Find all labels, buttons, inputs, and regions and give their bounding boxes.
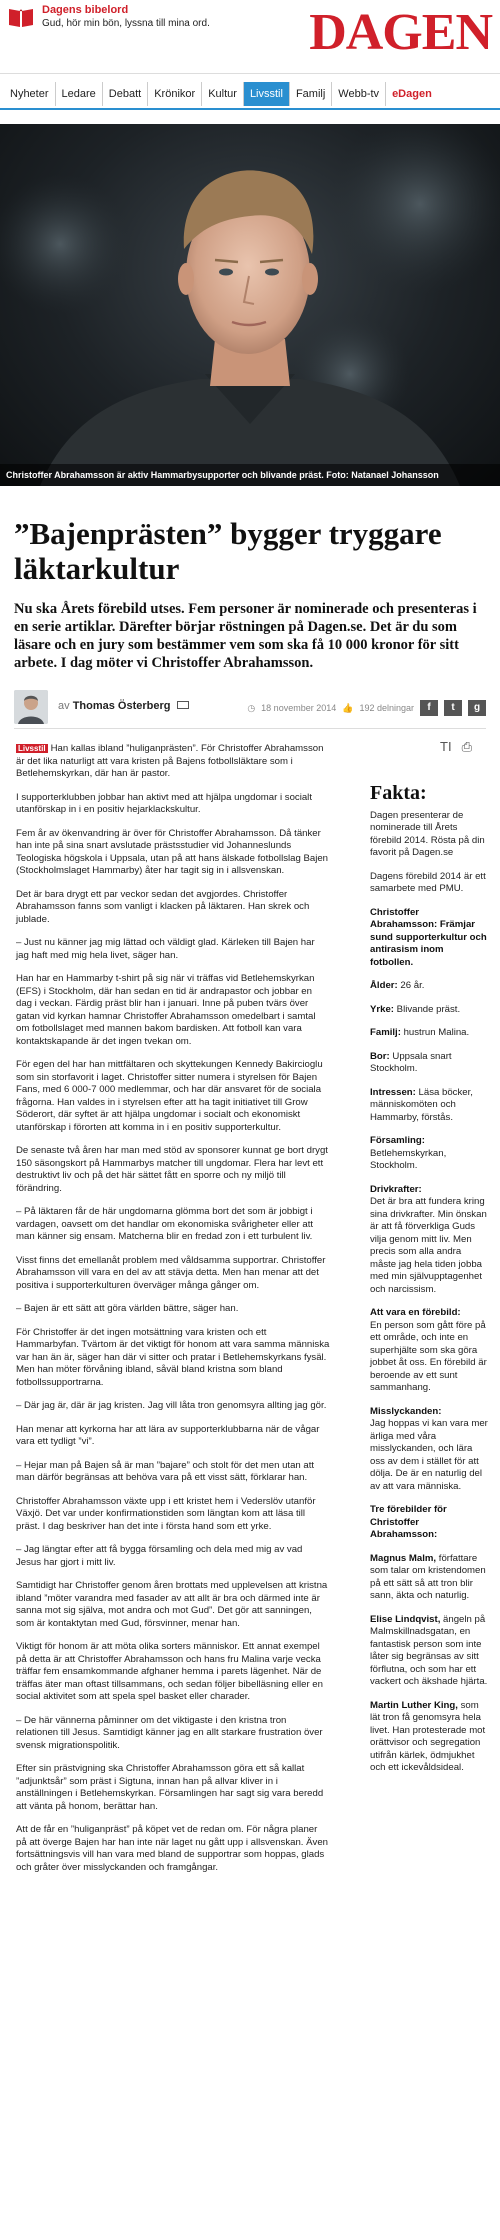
main-nav <box>0 80 500 110</box>
nav-item-familj[interactable]: Familj <box>290 82 332 106</box>
clock-icon: ◷ <box>247 702 256 713</box>
paragraph: Att de får en ”huliganpräst” på köpet vet de redan om. För några planer på att överge Bajen har han inte när laget nu gått upp i allsvenskan. Även fortsättningsvis vill han vara med bland de supportrar som hoppas, glads och gråter över misslyckanden och framgångar. <box>16 1824 329 1873</box>
paragraph: – Bajen är ett sätt att göra världen bättre, säger han. <box>16 1303 239 1314</box>
fakta-forsamling: Församling: Betlehemskyrkan, Stockholm. <box>370 1135 447 1171</box>
paragraph: Christoffer Abrahamsson växte upp i ett kristet hem i Vederslöv utanför Växjö. Det var under konfirmationstiden som längtan kom att läsa till präst. I dag beskriver han det inte i första hand som ett yrke. <box>16 1495 316 1532</box>
fakta-intro: Dagen presenterar de nominerade till Årets förebild 2014. Rösta på din favorit på Dagen.se <box>370 809 485 858</box>
paragraph: Han har en Hammarby t-shirt på sig när vi träffas vid Betlehemskyrkan (EFS) i Stockholm, där han sedan en tid är andrapastor och jobbar en dag i veckan. Färdig präst blir han i januari. Inne på puben tvärs över gatan vid kyrkan hamnar Christoffer Abrahamsson omedelbart i samtal om fotbollslaget med mannen bakom bardisken. Att fotboll kan vara kontaktskapande är det ingen tvekan om. <box>16 973 316 1047</box>
paragraph: I supporterklubben jobbar han aktivt med att hjälpa ungdomar i socialt utanförskap in i en positiv hejarklackskultur. <box>16 791 312 815</box>
fakta-alder: Ålder: 26 år. <box>370 980 425 991</box>
byline-prefix: av <box>58 700 70 712</box>
article-body <box>16 743 330 1885</box>
paragraph: – Jag längtar efter att få bygga församling och dela med mig av vad Jesus har gjort i mitt liv. <box>16 1544 303 1568</box>
article-tools <box>440 739 472 755</box>
paragraph: Visst finns det emellanåt problem med våldsamma supportrar. Christoffer Abrahamsson vill vara en del av att stävja detta. Men han menar att det positiva i supporterkulturen överväger många gånger om. <box>16 1254 326 1291</box>
bibelord-text: Gud, hör min bön, lyssna till mina ord. <box>42 18 210 29</box>
fakta-intressen: Intressen: Läsa böcker, människomöten och Hammarby, förstås. <box>370 1086 473 1123</box>
site-logo[interactable]: DAGEN <box>309 4 492 61</box>
fakta-title: Fakta: <box>370 782 427 804</box>
portrait-illustration <box>0 124 500 486</box>
fakta-intro-2: Dagens förebild 2014 är ett samarbete med PMU. <box>370 870 486 894</box>
paragraph: De senaste två åren har man med stöd av sponsorer kunnat ge bort drygt 150 säsongskort på Hammarbys matcher till ungdomar. Flera har levt ett destruktivt liv och på det här sättet fått en sporre och ny miljö till förändring. <box>16 1145 328 1194</box>
nav-item-debatt[interactable]: Debatt <box>103 82 148 106</box>
nav-item-webb-tv[interactable]: Webb-tv <box>332 82 386 106</box>
nav-item-livsstil[interactable]: Livsstil <box>244 82 290 106</box>
nav-item-ledare[interactable]: Ledare <box>56 82 103 106</box>
fakta-heading: Christoffer Abrahamsson: Främjar sund supporterkultur och antirasism inom fotbollen. <box>370 906 487 968</box>
mail-icon[interactable] <box>177 701 189 709</box>
fakta-familj: Familj: hustrun Malina. <box>370 1027 470 1038</box>
article-lede: Nu ska Årets förebild utses. Fem personer är nominerade och presenteras i en serie artiklar. Därefter börjar röstningen på Dagen.se. Det är du som läsare och en jury som bestämmer vem som ska få 10 000 kronor för sitt arbete. I dag möter vi Christoffer Abrahamsson. <box>14 601 477 671</box>
byline <box>58 700 189 712</box>
paragraph: För Christoffer är det ingen motsättning vara kristen och ett Hammarbyfan. Tvärtom är det viktigt för honom att vara samma människa var han än är, säger han där vi sitter och pratar i Betlehemskyrkans fysäl. Men han möter förvåning ibland, såväl bland kristna som bland fotbollssupportrarna. <box>16 1326 330 1388</box>
bible-book-icon <box>8 6 34 28</box>
text-size-icon[interactable]: TI <box>440 739 452 754</box>
paragraph: – På läktaren får de här ungdomarna glömma bort det som är jobbigt i vardagen, oavsett om det handlar om ekonomiska svårigheter eller att man känner sig ensam. Matcherna blir en fredad zon i ett turbulent liv. <box>16 1206 314 1242</box>
section-tag[interactable]: Livsstil <box>18 744 46 753</box>
paragraph: – Hejar man på Bajen så är man ”bajare” och stolt för det men utan att man därför begränsas att behöva vara på ett visst sätt, förklarar han. <box>16 1459 315 1483</box>
paragraph: – Där jag är, där är jag kristen. Jag vill låta tron genomsyra allting jag gör. <box>16 1400 327 1411</box>
nav-item-kultur[interactable]: Kultur <box>202 82 244 106</box>
like-icon: 👍 <box>342 702 354 713</box>
nav-item-edagen[interactable]: eDagen <box>392 88 432 100</box>
article-meta <box>247 700 486 716</box>
twitter-share-icon[interactable]: t <box>444 700 462 716</box>
paragraph: – De här vännerna påminner om det viktigaste i den kristna tron relationen till Jesus. Samtidigt känner jag en allt starkare frustration över svensk migrationspolitik. <box>16 1714 323 1751</box>
hero-photo <box>0 124 500 486</box>
paragraph: Livsstil Han kallas ibland ”huliganprästen”. För Christoffer Abrahamsson är det lika naturligt att vara kristen på Bajens fotbollsläktare som i Betlehemskyrkan, där han är pastor. <box>16 743 324 779</box>
nav-item-kronikor[interactable]: Krönikor <box>148 82 202 106</box>
photo-caption: Christoffer Abrahamsson är aktiv Hammarbysupporter och blivande präst. Foto: Natanael Johansson <box>0 464 500 486</box>
byline-row <box>0 686 500 728</box>
fakta-tre-forebilder: Tre förebilder för Christoffer Abrahamsson: <box>370 1504 447 1540</box>
paragraph: För egen del har han mittfältaren och skyttekungen Kennedy Bakircioglu som sin storfavorit i laget. Christoffer sitter numera i styrelsen för Bajen Fans, med 6 000-7 000 medlemmar, och har där ansvaret för de sociala frågorna. Han valdes in i styrelsen efter att ha tagit initiativet till Grow Söderort, där syftet är att hjälpa ungdomar i socialt och ekonomiskt utanförskap i förorten att komma in i en positiv supporterkultur. <box>16 1059 323 1133</box>
paragraph: Han menar att kyrkorna har att lära av supporterklubbarna när de vågar vara ett tydligt ”vi”. <box>16 1423 320 1447</box>
fakta-forebild-1: Magnus Malm, författare som talar om kristendomen på ett sätt så att tron blir sann, äkta och naturlig. <box>370 1552 486 1601</box>
fakta-drivkrafter: Drivkrafter: Det är bra att fundera kring sina drivkrafter. Min önskan är att få förverkliga Guds vilja genom mitt liv. Men precis som alla andra måste jag hela tiden jobba med min självupptagenhet och narcissism. <box>370 1183 487 1295</box>
fakta-forebild: Att vara en förebild: En person som gått före på ett område, och inte en superhjälte som ska göra jobbet åt oss. En förebild är beroende av ett sunt sammanhang. <box>370 1307 487 1393</box>
paragraph: Det är bara drygt ett par veckor sedan det avgjordes. Christoffer Abrahamsson fanns som vanligt i klacken på läktaren. Han skrek och jublade. <box>16 888 310 925</box>
fakta-forebild-3: Martin Luther King, som lät tron få genomsyra hela livet. Han protesterade mot orättvisor och segregation utifrån kärlek, ödmjukhet och ett ickevåldsideal. <box>370 1699 486 1773</box>
fakta-bor: Bor: Uppsala snart Stockholm. <box>370 1050 452 1074</box>
paragraph: Samtidigt har Christoffer genom åren brottats med upplevelsen att kristna ibland ”möter varandra med fasader av att allt är bra och därmed inte är sanna mot sig själva, mot andra och mot Gud”. Det gör att sanningen, som är kontaktytan med Gud, försvinner, menar han. <box>16 1580 328 1629</box>
bibelord-title: Dagens bibelord <box>42 4 129 16</box>
facebook-share-icon[interactable]: f <box>420 700 438 716</box>
print-icon[interactable]: ⎙ <box>461 739 472 754</box>
site-header <box>0 0 500 74</box>
googleplus-share-icon[interactable]: g <box>468 700 486 716</box>
fakta-forebild-2: Elise Lindqvist, ängeln på Malmskillnadsgatan, en fantastisk person som inte låter sig begränsas av sitt förflutna, och som har ett vackert och äkshade hjärta. <box>370 1613 488 1687</box>
paragraph: – Just nu känner jag mig lättad och väldigt glad. Kärleken till Bajen har jag haft med mig hela livet, säger han. <box>16 937 315 961</box>
fakta-misslyckanden: Misslyckanden: Jag hoppas vi kan vara mer ärliga med våra misslyckanden, och lära oss av dem i stället för att dölja. De är en naturlig del av att vara människa. <box>370 1405 488 1492</box>
paragraph: Efter sin prästvigning ska Christoffer Abrahamsson göra ett så kallat ”adjunktsår” som präst i Sigtuna, innan han på allvar kliver in i anställningen i Betlehemskyrkan. Församlingen har sagt sig vara beredd att vänta på honom, berättar han. <box>16 1763 324 1812</box>
author-name[interactable]: Thomas Österberg <box>72 700 171 712</box>
article-headline: ”Bajenprästen” bygger tryggare läktarkultur <box>14 516 442 586</box>
divider <box>14 728 486 729</box>
nav-item-nyheter[interactable]: Nyheter <box>4 82 56 106</box>
author-avatar <box>14 690 48 724</box>
publish-date: 18 november 2014 <box>261 703 337 713</box>
paragraph: Viktigt för honom är att möta olika sorters människor. Ett annat exempel på detta är att Christoffer Abrahamsson och hans fru Malina varje vecka träffar fem ensamkommande afghaner hemma i parets lägenhet. När de träffas äter man oftast tillsammans, och sedan följer bibelläsning eller en social aktivitet som att spela spel basket eller charader. <box>16 1641 323 1702</box>
paragraph: Fem år av ökenvandring är över för Christoffer Abrahamsson. Då tänker han inte på sina snart avslutade prästsstudier vid Johanneslunds Teologiska högskola i Uppsala, utan på att hans älskade fotbollslag Bajen (Stockholmslaget Hammarby) åter har tagit sig in i allsvenskan. <box>16 827 329 876</box>
fakta-box <box>370 782 488 1786</box>
share-count: 192 delningar <box>359 703 414 713</box>
fakta-yrke: Yrke: Blivande präst. <box>370 1003 461 1015</box>
